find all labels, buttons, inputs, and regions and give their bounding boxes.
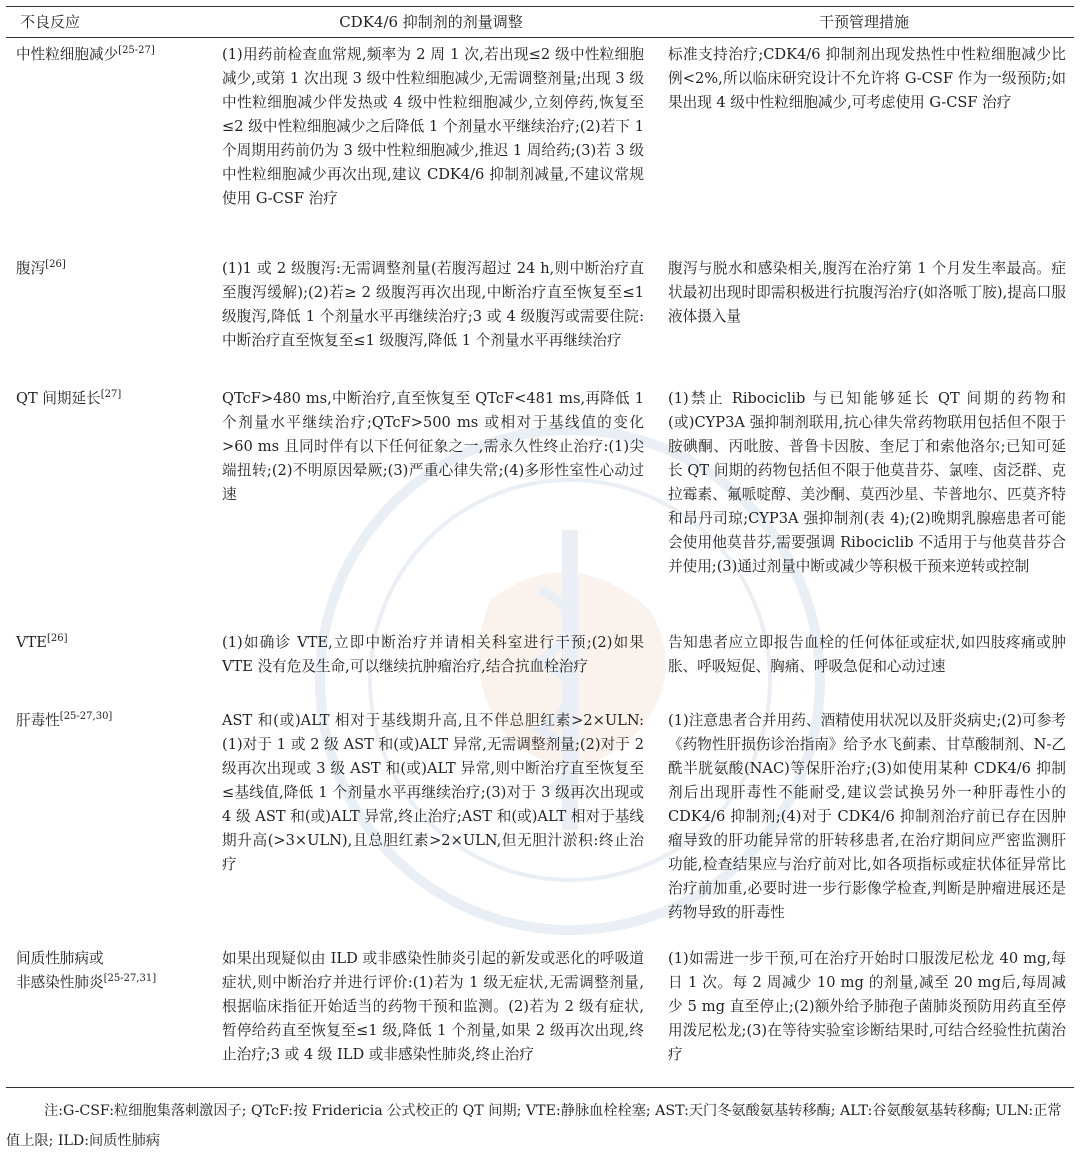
- reference: [27]: [100, 388, 122, 400]
- dose-cell: (1)1 或 2 级腹泻:无需调整剂量(若腹泻超过 24 h,则中断治疗直至腹泻缓解);(2)若≥ 2 级腹泻再次出现,中断治疗直至恢复至≤1 级腹泻,降低 1 个剂量水平再继续治疗;3 或 4 级腹泻或需要住院:中断治疗直至恢复至≤1 级腹泻,降低 1 个剂量水平再继续治疗: [222, 259, 644, 349]
- reaction-name: 间质性肺病或: [16, 949, 104, 967]
- reaction-name: VTE: [16, 633, 47, 651]
- reference: [26]: [46, 632, 68, 644]
- table-row: [6, 704, 1074, 942]
- header-management: 干预管理措施: [654, 7, 1074, 38]
- adverse-reaction-table: [6, 6, 1074, 1088]
- dose-cell: QTcF>480 ms,中断治疗,直至恢复至 QTcF<481 ms,再降低 1 个剂量水平继续治疗;QTcF>500 ms 或相对于基线值的变化>60 ms 且同时伴有以下任何征象之一,需永久性终止治疗:(1)尖端扭转;(2)不明原因晕厥;(3)严重心律失常;(4)多形性室性心动过速: [222, 389, 644, 503]
- header-dose-adjustment: CDK4/6 抑制剂的剂量调整: [208, 7, 654, 38]
- dose-cell: (1)如确诊 VTE,立即中断治疗并请相关科室进行干预;(2)如果 VTE 没有危及生命,可以继续抗肿瘤治疗,结合抗血栓治疗: [222, 633, 644, 675]
- reaction-name-line2: 非感染性肺炎: [16, 973, 104, 991]
- reaction-cell: [6, 942, 208, 1088]
- reference: [25-27,30]: [59, 710, 113, 722]
- reference: [26]: [45, 258, 66, 270]
- reaction-cell: [6, 626, 208, 704]
- management-cell: 标准支持治疗;CDK4/6 抑制剂出现发热性中性粒细胞减少比例<2%,所以临床研究设计不允许将 G-CSF 作为一级预防;如果出现 4 级中性粒细胞减少,可考虑使用 G-CSF 治疗: [668, 46, 1066, 111]
- dose-cell: AST 和(或)ALT 相对于基线期升高,且不伴总胆红素>2×ULN:(1)对于 1 或 2 级 AST 和(或)ALT 异常,无需调整剂量;(2)对于 2 级再次出现或 3 级 AST 和(或)ALT 异常,则中断治疗直至恢复至≤基线值,降低 1 个剂量水平再继续治疗;(3)对于 3 级再次出现或 4 级 AST 和(或)ALT 异常,终止治疗;AST 和(或)ALT 相对于基线期升高(>3×ULN),且总胆红素>2×ULN,但无胆汁淤积:终止治疗: [222, 711, 644, 873]
- header-reaction: 不良反应: [6, 7, 208, 38]
- dose-cell: 如果出现疑似由 ILD 或非感染性肺炎引起的新发或恶化的呼吸道症状,则中断治疗并进行评价:(1)若为 1 级无症状,无需调整剂量,根据临床指征开始适当的药物干预和监测。(2)若为 2 级有症状,暂停给药直至恢复至≤1 级,降低 1 个剂量,如果 2 级再次出现,终止治疗;3 或 4 级 ILD 或非感染性肺炎,终止治疗: [208, 942, 654, 1088]
- reaction-name: QT 间期延长: [16, 389, 101, 407]
- management-cell: 告知患者应立即报告血栓的任何体征或症状,如四肢疼痛或肿胀、呼吸短促、胸痛、呼吸急促和心动过速: [668, 633, 1066, 675]
- reaction-cell: [6, 382, 208, 626]
- reaction-cell: [6, 38, 208, 252]
- management-cell: (1)注意患者合并用药、酒精使用状况以及肝炎病史;(2)可参考《药物性肝损伤诊治指南》给予水飞蓟素、甘草酸制剂、N-乙酰半胱氨酸(NAC)等保肝治疗;(3)如使用某种 CDK4/6 抑制剂后出现肝毒性不能耐受,建议尝试换另外一种肝毒性小的 CDK4/6 抑制剂;(4)对于 CDK4/6 抑制剂治疗前已存在因肿瘤导致的肝功能异常的肝转移患者,在治疗期间应严密监测肝功能,检查结果应与治疗前对比,如各项指标或症状体征异常比治疗前加重,必要时进一步行影像学检查,判断是肿瘤进展还是药物导致的肝毒性: [668, 711, 1066, 921]
- reaction-cell: [6, 704, 208, 942]
- reaction-name: 肝毒性: [16, 711, 60, 729]
- management-cell: (1)禁止 Ribociclib 与已知能够延长 QT 间期的药物和(或)CYP3A 强抑制剂联用,抗心律失常药物联用包括但不限于胺碘酮、丙吡胺、普鲁卡因胺、奎尼丁和索他洛尔;已知可延长 QT 间期的药物包括但不限于他莫昔芬、氯喹、卤泛群、克拉霉素、氟哌啶醇、美沙酮、莫西沙星、苄普地尔、匹莫齐特和昂丹司琼;CYP3A 强抑制剂(表 4);(2)晚期乳腺癌患者可能会使用他莫昔芬,需要强调 Ribociclib 不适用于与他莫昔芬合并使用;(3)通过剂量中断或减少等积极干预来逆转或控制: [668, 389, 1066, 575]
- reaction-name: 中性粒细胞减少: [16, 46, 119, 63]
- reaction-name: 腹泻: [16, 259, 46, 277]
- management-cell: 腹泻与脱水和感染相关,腹泻在治疗第 1 个月发生率最高。症状最初出现时即需积极进行抗腹泻治疗(如洛哌丁胺),提高口服液体摄入量: [668, 259, 1066, 325]
- table-row: [6, 626, 1074, 704]
- table-row: [6, 252, 1074, 382]
- table-footnote: 注:G-CSF:粒细胞集落刺激因子; QTcF:按 Fridericia 公式校正的 QT 间期; VTE:静脉血栓栓塞; AST:天门冬氨酸氨基转移酶; ALT:谷氨酸氨基转移酶; ULN:正常值上限; ILD:间质性肺病: [6, 1103, 1062, 1149]
- table-row: [6, 382, 1074, 626]
- table-header-row: [6, 7, 1074, 38]
- reaction-cell: [6, 252, 208, 382]
- table-row: [6, 38, 1074, 252]
- table-row: [6, 942, 1074, 1088]
- dose-cell: (1)用药前检查血常规,频率为 2 周 1 次,若出现≤2 级中性粒细胞减少,或第 1 次出现 3 级中性粒细胞减少,无需调整剂量;出现 3 级中性粒细胞减少伴发热或 4 级中性粒细胞减少,立刻停药,恢复至≤2 级中性粒细胞减少之后降低 1 个剂量水平继续治疗;(2)若下 1 个周期用药前仍为 3 级中性粒细胞减少,推迟 1 周给药;(3)若 3 级中性粒细胞减少再次出现,建议 CDK4/6 抑制剂减量,不建议常规使用 G-CSF 治疗: [222, 46, 644, 207]
- management-cell: (1)如需进一步干预,可在治疗开始时口服泼尼松龙 40 mg,每日 1 次。每 2 周减少 10 mg 的剂量,减至 20 mg后,每周减少 5 mg 直至停止;(2)额外给予肺孢子菌肺炎预防用药直至停用泼尼松龙;(3)在等待实验室诊断结果时,可结合经验性抗菌治疗: [654, 942, 1074, 1088]
- reference: [25-27]: [118, 45, 155, 56]
- reference: [25-27,31]: [103, 972, 157, 984]
